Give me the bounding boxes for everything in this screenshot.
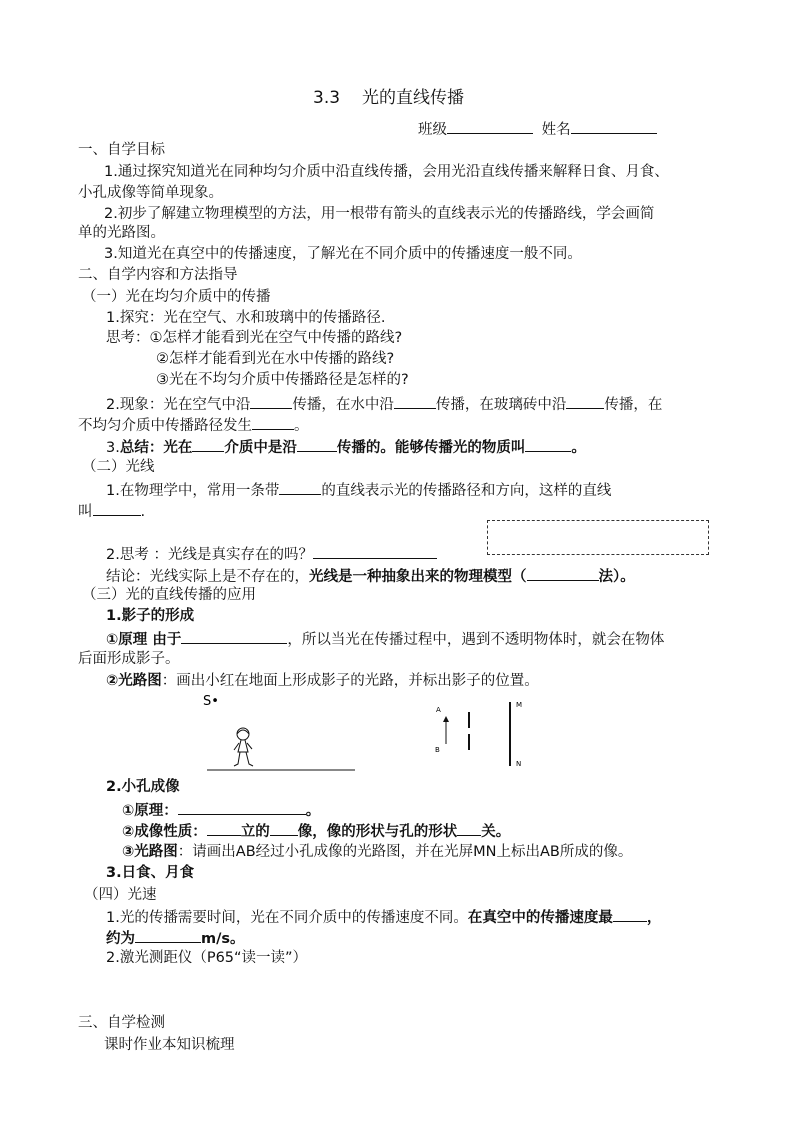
page-title [313, 88, 464, 108]
goal-2b: 单的光路图。 [78, 225, 165, 241]
pinhole-path-text: ：请画出AB经过小孔成像的光路图，并在光屏MN上标出AB所成的像。 [177, 844, 633, 860]
summary-text-b: 介质中是沿 [224, 440, 297, 456]
conclusion-text-c: 法）。 [598, 569, 635, 585]
phenomenon-text-c: 传播，在玻璃砖中沿 [435, 397, 567, 413]
ray-line-1 [106, 479, 611, 501]
principle-line [106, 628, 664, 650]
pinhole-principle-line [122, 799, 320, 821]
blank-orientation[interactable] [207, 820, 241, 836]
principle-due: 由于 [147, 632, 182, 648]
object-arrowhead [443, 716, 449, 722]
speed-text-b: 在真空中的传播速度最 [467, 910, 613, 926]
summary-text-c: 传播的。能够传播光的物质叫 [336, 440, 526, 456]
think-line-1 [106, 328, 402, 348]
title-number: 3.3 [313, 88, 341, 108]
ray-text-d: . [140, 504, 146, 520]
conclusion-text-b: 光线是一种抽象出来的物理模型（ [309, 569, 527, 585]
speed-text-a: 1.光的传播需要时间，光在不同介质中的传播速度不同。 [106, 910, 468, 926]
goal-2a: 2.初步了解建立物理模型的方法，用一根带有箭头的直线表示光的传播路线，学会画简 [104, 206, 655, 222]
summary-text-d: 。 [571, 440, 586, 456]
student-info [418, 118, 657, 140]
point-m-label: M [516, 701, 523, 709]
speed-line-2 [106, 927, 245, 949]
blank-speed-value[interactable] [135, 927, 201, 943]
blank-principle[interactable] [181, 628, 287, 644]
phenomenon-line [106, 393, 662, 415]
goal-1a: 1.通过探究知道光在同种均匀介质中沿直线传播，会用光沿直线传播来解释日食、月食、 [104, 164, 669, 180]
question-2: ②怎样才能看到光在水中传播的路线? [156, 351, 395, 367]
summary-num: 3. [106, 440, 120, 456]
phenomenon-text-a: 2.现象：光在空气中沿 [106, 397, 251, 413]
principle-text: ，所以当光在传播过程中，遇到不透明物体时，就会在物体 [287, 632, 665, 648]
blank-image-type[interactable] [270, 820, 298, 836]
blank-light-medium[interactable] [525, 436, 571, 452]
girl-icon [234, 728, 253, 766]
pinhole-path-line [122, 842, 632, 862]
nature-text-c: 像，像的形状与孔的形状 [297, 824, 458, 840]
ray-line-2 [78, 500, 145, 522]
pinhole-path-label: ③光路图 [122, 844, 178, 860]
blank-air[interactable] [250, 393, 292, 409]
question-3: ③光在不均匀介质中传播路径是怎样的? [156, 372, 409, 388]
pinhole-principle-label: ①原理： [122, 803, 178, 819]
drawing-box[interactable] [487, 520, 709, 555]
goal-3: 3.知道光在真空中的传播速度，了解光在不同介质中的传播速度一般不同。 [104, 246, 582, 262]
nature-text-b: 立的 [240, 824, 270, 840]
ray-text-a: 1.在物理学中，常用一条带 [106, 483, 280, 499]
blank-water[interactable] [394, 393, 436, 409]
part-2-heading: （二）光线 [82, 459, 155, 475]
summary-text-a: 总结：光在 [119, 440, 193, 456]
shadow-path-line [106, 671, 539, 691]
speed-unit: m/s。 [201, 931, 245, 947]
goal-1b: 小孔成像等简单现象。 [78, 185, 223, 201]
part-3-heading: （三）光的直线传播的应用 [82, 587, 256, 603]
self-check-item: 课时作业本知识梳理 [104, 1037, 235, 1053]
name-field[interactable] [571, 118, 657, 134]
point-n-label: N [516, 760, 522, 768]
principle-label: ①原理 [106, 632, 148, 648]
image-nature-line [122, 820, 510, 842]
point-b-label: B [435, 746, 440, 754]
question-1: ①怎样才能看到光在空气中传播的路线? [149, 330, 403, 346]
name-label: 姓名 [541, 122, 571, 138]
blank-medium[interactable] [192, 436, 224, 452]
shadow-heading: 1.影子的形成 [106, 608, 195, 624]
explore-line: 1.探究：光在空气、水和玻璃中的传播路径. [106, 310, 386, 326]
phenomenon-text-d: 传播，在 [604, 397, 663, 413]
pinhole-principle-end: 。 [305, 803, 321, 819]
pinhole-heading: 2.小孔成像 [106, 779, 180, 795]
blank-think-ray[interactable] [313, 543, 437, 559]
blank-pinhole-principle[interactable] [178, 799, 306, 815]
nature-text-d: 关。 [481, 824, 511, 840]
conclusion-text-a: 结论：光线实际上是不存在的， [106, 569, 309, 585]
blank-propagation[interactable] [297, 436, 337, 452]
light-source-label: S• [203, 694, 219, 709]
pinhole-figure [430, 696, 530, 770]
think-ray-text: 2.思考 ：光线是真实存在的吗？ [106, 547, 313, 563]
phenomenon-text-b: 传播，在水中沿 [292, 397, 394, 413]
nature-text-a: ②成像性质： [122, 824, 207, 840]
path-text: ：画出小红在地面上形成影子的光路，并标出影子的位置。 [161, 673, 539, 689]
blank-ray-name[interactable] [93, 500, 141, 516]
speed-text-d: 约为 [106, 931, 135, 947]
speed-line-1 [106, 906, 661, 928]
part-4-heading: （四）光速 [84, 887, 157, 903]
blank-nonuniform[interactable] [252, 414, 294, 430]
shadow-figure [195, 690, 365, 775]
conclusion-line [106, 565, 635, 587]
part-1-heading: （一）光在均匀介质中的传播 [82, 289, 271, 305]
blank-shape-relation[interactable] [457, 820, 481, 836]
laser-line: 2.激光测距仪（P65“读一读”） [106, 950, 308, 966]
blank-arrow[interactable] [279, 479, 321, 495]
blank-method[interactable] [527, 565, 599, 581]
ray-text-c: 叫 [78, 504, 93, 520]
think-ray-line [106, 543, 437, 565]
phenomenon-text-e: 不均匀介质中传播路径发生 [78, 418, 252, 434]
speed-text-c: ， [646, 910, 662, 926]
phenomenon-line-2 [78, 414, 309, 436]
blank-fastest[interactable] [613, 906, 647, 922]
point-a-label: A [436, 706, 441, 714]
path-label: ②光路图 [106, 673, 162, 689]
class-label: 班级 [418, 122, 447, 138]
section-1-heading: 一、自学目标 [78, 142, 165, 158]
phenomenon-text-f: 。 [294, 418, 309, 434]
summary-line [106, 436, 586, 458]
class-field[interactable] [447, 118, 533, 134]
ray-text-b: 的直线表示光的传播路径和方向，这样的直线 [321, 483, 612, 499]
eclipse-heading: 3.日食、月食 [106, 865, 195, 881]
title-text: 光的直线传播 [362, 88, 465, 108]
blank-glass[interactable] [566, 393, 604, 409]
section-3-heading: 三、自学检测 [78, 1015, 165, 1031]
principle-line-2: 后面形成影子。 [78, 651, 180, 667]
section-2-heading: 二、自学内容和方法指导 [78, 267, 238, 283]
think-label: 思考： [106, 330, 150, 346]
